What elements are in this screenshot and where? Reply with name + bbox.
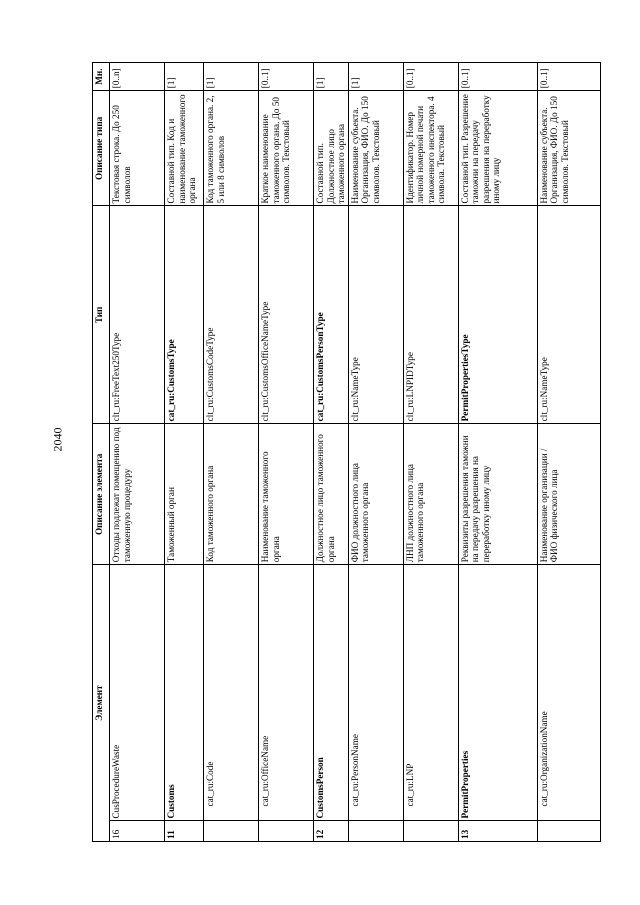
page-number: 2040	[50, 427, 65, 452]
row-element-desc: ФИО должностного лица таможенного органа	[348, 424, 403, 565]
header-element-desc: Описание элемента	[93, 424, 110, 565]
row-element-desc: Отходы подлежат помещению под таможенную процедуру	[110, 424, 165, 565]
row-mn: [1]	[165, 63, 204, 91]
row-type: clt_ru:FreeText250Type	[110, 206, 165, 424]
row-type-desc: Краткое наименование таможенного органа. До 50 символов. Текстовый	[259, 91, 314, 206]
spec-table-wrapper	[92, 62, 606, 842]
row-element: CusProcedureWaste	[110, 565, 165, 821]
element-spec-table	[92, 62, 601, 842]
row-number: 16	[110, 821, 165, 842]
row-mn: [0..n]	[110, 63, 165, 91]
row-type: clt_ru:NameType	[348, 206, 403, 424]
row-type-desc: Наименование субъекта. Организация, ФИО. До 150 символов. Текстовый	[348, 91, 403, 206]
row-mn: [0..1]	[403, 63, 458, 91]
row-type: clt_ru:LNPIDType	[403, 206, 458, 424]
row-number	[403, 821, 458, 842]
row-type-desc: Наименование субъекта. Организация, ФИО. До 150 символов. Текстовый	[537, 91, 600, 206]
row-type-desc: Составной тип. Разрешение таможни на передачу разрешения на переработку иному лицу	[458, 91, 537, 206]
row-element: cat_ru:PersonName	[348, 565, 403, 821]
row-type: cat_ru:CustomsType	[165, 206, 204, 424]
table-row	[458, 63, 537, 842]
table-row	[259, 63, 314, 842]
row-type-desc: Составной тип. Должностное лицо таможенного органа	[314, 91, 349, 206]
row-mn: [0..1]	[537, 63, 600, 91]
table-row	[110, 63, 165, 842]
row-mn: [0..1]	[259, 63, 314, 91]
row-element: cat_ru:OfficeName	[259, 565, 314, 821]
row-mn: [0..1]	[458, 63, 537, 91]
row-type: clt_ru:CustomsOfficeNameType	[259, 206, 314, 424]
table-row	[348, 63, 403, 842]
row-number	[204, 821, 259, 842]
row-number	[259, 821, 314, 842]
row-element-desc: Наименование организации / ФИО физического лица	[537, 424, 600, 565]
header-type-desc: Описание типа	[93, 91, 110, 206]
row-element: cat_ru:OrganizationName	[537, 565, 600, 821]
table-header-row	[93, 63, 110, 842]
row-type: clt_ru:CustomsCodeType	[204, 206, 259, 424]
row-element-desc: Код таможенного органа	[204, 424, 259, 565]
row-type-desc: Код таможенного органа. 2, 5 или 8 символов	[204, 91, 259, 206]
row-element-desc: Таможенный орган	[165, 424, 204, 565]
row-element-desc: Должностное лицо таможенного органа	[314, 424, 349, 565]
header-mn: Мн.	[93, 63, 110, 91]
table-row	[204, 63, 259, 842]
row-type: clt_ru:NameType	[537, 206, 600, 424]
row-element: cat_ru:LNP	[403, 565, 458, 821]
row-number: 13	[458, 821, 537, 842]
table-row	[537, 63, 600, 842]
row-element: Customs	[165, 565, 204, 821]
row-type: cat_ru:CustomsPersonType	[314, 206, 349, 424]
row-element: cat_ru:Code	[204, 565, 259, 821]
row-type-desc: Идентификатор. Номер личной номерной печати таможенного инспектора. 4 символа. Текстовый	[403, 91, 458, 206]
header-type: Тип	[93, 206, 110, 424]
rotated-page-content	[92, 62, 606, 842]
row-mn: [1]	[204, 63, 259, 91]
header-element: Элемент	[93, 565, 110, 842]
row-type-desc: Текстовая строка. До 250 символов	[110, 91, 165, 206]
row-number	[537, 821, 600, 842]
row-element: CustomsPerson	[314, 565, 349, 821]
table-row	[314, 63, 349, 842]
row-type-desc: Составной тип. Код и наименование таможенного органа	[165, 91, 204, 206]
row-element: PermitProperties	[458, 565, 537, 821]
table-row	[403, 63, 458, 842]
row-type: PermitPropertiesType	[458, 206, 537, 424]
table-row	[165, 63, 204, 842]
row-number	[348, 821, 403, 842]
row-mn: [1]	[348, 63, 403, 91]
row-number: 12	[314, 821, 349, 842]
row-element-desc: Наименование таможенного органа	[259, 424, 314, 565]
row-element-desc: ЛНП должностного лица таможенного органа	[403, 424, 458, 565]
row-number: 11	[165, 821, 204, 842]
row-element-desc: Реквизиты разрешения таможни на передачу разрешения на переработку иному лицу	[458, 424, 537, 565]
row-mn: [1]	[314, 63, 349, 91]
